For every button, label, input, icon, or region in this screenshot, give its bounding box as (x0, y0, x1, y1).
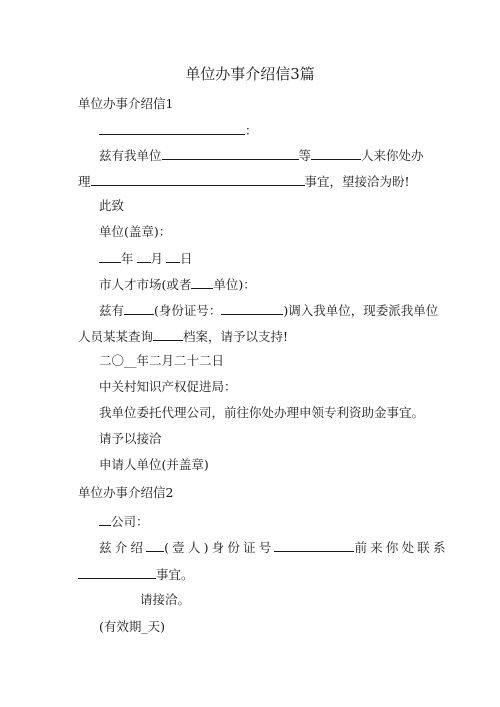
please-receive-text: 请予以接洽 (99, 431, 162, 446)
blank-matter (78, 565, 156, 579)
zhongguancun-text: 中关村知识产权促进局： (99, 379, 237, 394)
blank-year (99, 249, 121, 263)
text: 市人才市场(或者 (99, 277, 192, 292)
letter-2-addressee (99, 512, 149, 530)
text: 等 (298, 148, 312, 163)
blank-person (124, 301, 154, 315)
text: 人员某某查询 (78, 329, 154, 344)
text: 理 (78, 174, 91, 189)
blank-matter (91, 172, 305, 186)
blank-recipient (99, 121, 245, 135)
text: 兹有我单位 (99, 148, 162, 163)
blank-id (221, 301, 283, 315)
letter-2-heading: 单位办事介绍信2 (78, 485, 174, 500)
talent-market-line (99, 275, 256, 293)
cizhi-text: 此致 (99, 198, 125, 213)
text: 前来你处联系 (354, 540, 449, 555)
letter-1-date: 二〇__年二月二十二日 (99, 353, 225, 368)
text: 档案，请予以支持! (183, 329, 289, 344)
validity-text: (有效期_天) (99, 619, 166, 634)
letter-1-line-4 (78, 327, 288, 345)
blank-id (274, 538, 354, 552)
letter-1-line-2 (78, 172, 410, 190)
letter-1-line-3 (99, 301, 438, 319)
text: 年 (121, 251, 134, 266)
letter-2-line-1 (99, 538, 449, 556)
text: 事宜，望接洽为盼! (304, 174, 410, 189)
blank-count (311, 146, 361, 160)
text: 公司： (111, 514, 149, 529)
text: 兹有 (99, 303, 125, 318)
colon-text: ： (245, 123, 258, 138)
applicant-unit-text: 申请人单位(并盖章) (99, 457, 209, 472)
text: (身份证号： (154, 303, 222, 318)
text: 兹介绍 (99, 540, 147, 555)
entrust-text: 我单位委托代理公司，前往你处办理申领专利资助金事宜。 (99, 405, 425, 420)
blank-day (166, 249, 180, 263)
text: 月 (150, 251, 164, 266)
letter-1-addressee (99, 121, 258, 139)
text: (壹人)身份证号 (164, 540, 275, 555)
text: 事宜。 (156, 567, 194, 582)
blank-query (153, 327, 183, 341)
blank-names (162, 146, 299, 160)
letter-1-heading: 单位办事介绍信1 (78, 96, 174, 111)
blank-company (99, 512, 111, 526)
text: 人来你处办 (361, 148, 424, 163)
blank-name (146, 538, 164, 552)
letter-2-line-2 (78, 565, 194, 583)
unit-seal-text: 单位(盖章)： (99, 224, 172, 239)
blank-unit (191, 275, 213, 289)
text: )调入我单位，现委派我单位 (283, 303, 439, 318)
text: 日 (180, 251, 193, 266)
please-contact-text: 请接洽。 (140, 592, 191, 607)
page-title: 单位办事介绍信3篇 (185, 65, 315, 83)
date-line (99, 249, 193, 267)
text: 单位)： (213, 277, 256, 292)
blank-month (137, 249, 151, 263)
letter-1-line-1 (99, 146, 424, 164)
